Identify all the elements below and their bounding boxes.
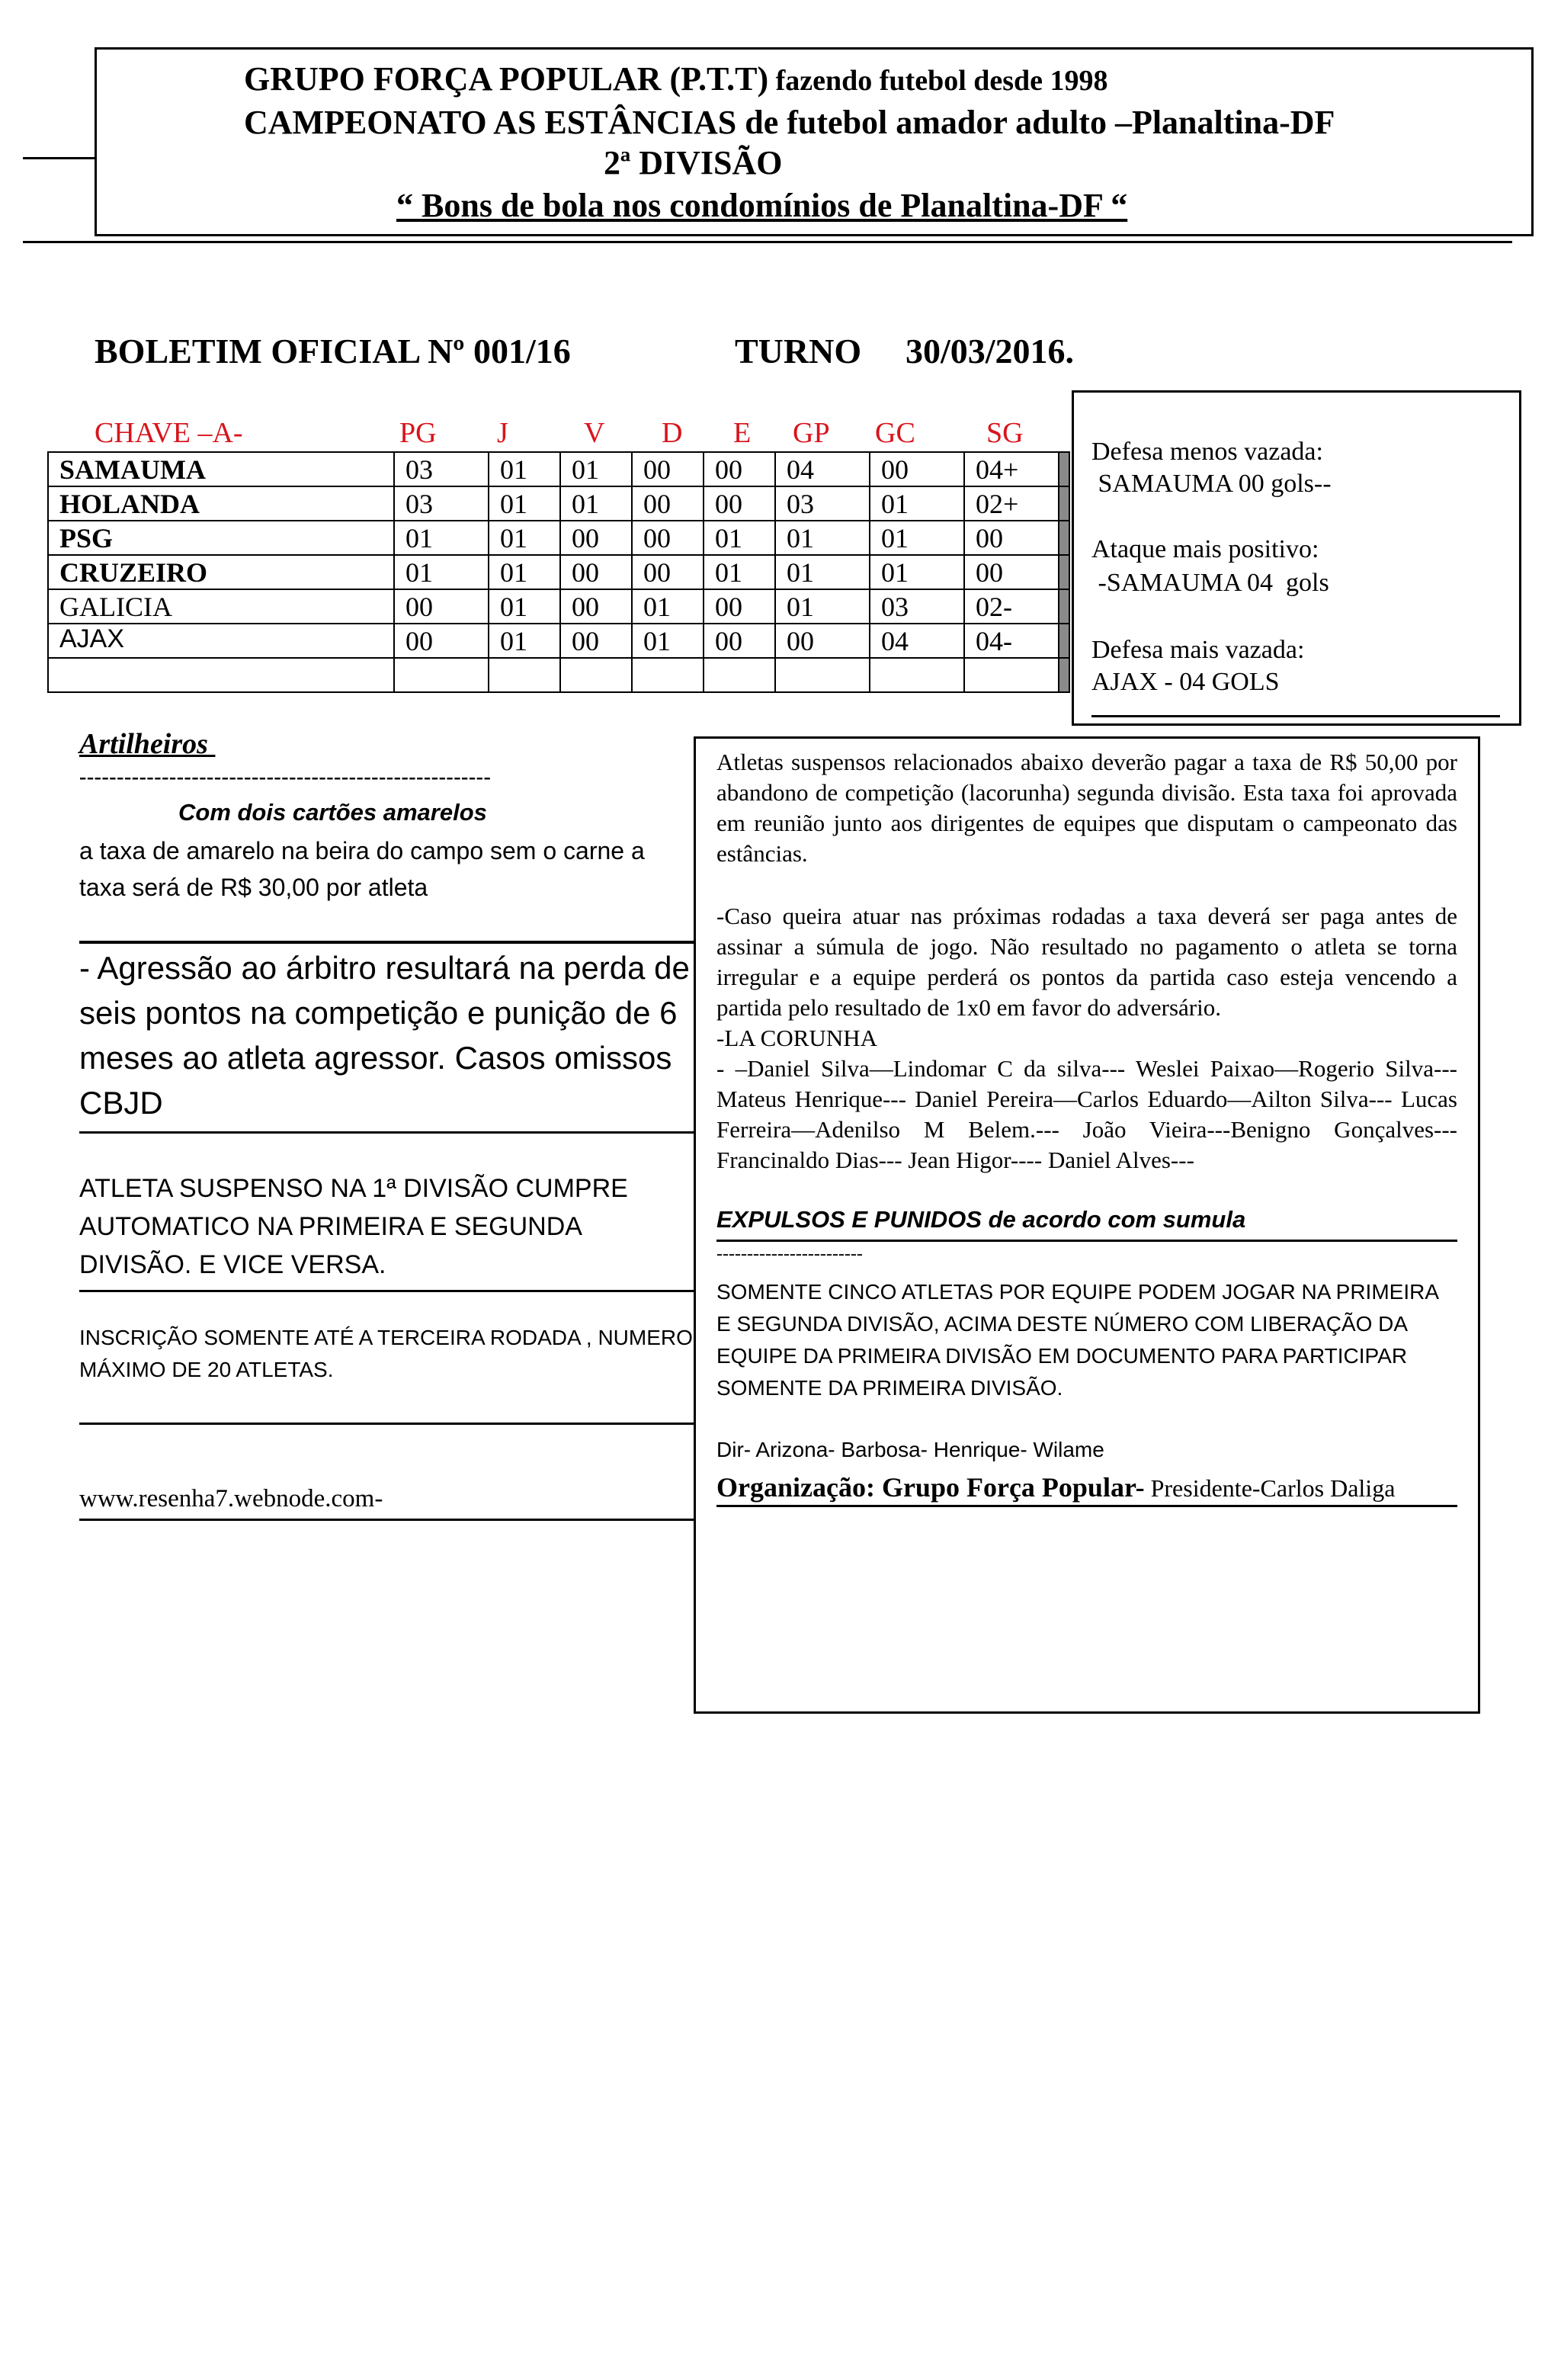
team-name: PSG [48, 521, 394, 555]
empty-cell [48, 658, 394, 692]
stat-e: 00 [704, 452, 775, 486]
stat-sg: 04- [964, 624, 1059, 658]
col-header-e: E [733, 417, 752, 449]
stat-v: 00 [560, 521, 632, 555]
stat-gc: 01 [870, 486, 964, 521]
shade-cell [1059, 452, 1069, 486]
team-name: HOLANDA [48, 486, 394, 521]
stat-sg: 02- [964, 589, 1059, 624]
group-label: CHAVE –A- [95, 417, 243, 449]
stat-e: 01 [704, 521, 775, 555]
divider [79, 1519, 697, 1521]
stat-gc: 00 [870, 452, 964, 486]
stat-gc: 01 [870, 555, 964, 589]
website-link[interactable]: www.resenha7.webnode.com- [79, 1485, 383, 1512]
stat-d: 00 [632, 521, 704, 555]
stat-d: 01 [632, 589, 704, 624]
empty-cell [489, 658, 560, 692]
stat-pg: 00 [394, 624, 489, 658]
ataque-value: -SAMAUMA 04 gols [1091, 569, 1329, 597]
stat-v: 00 [560, 589, 632, 624]
bulletin-title: BOLETIM OFICIAL Nº 001/16 [95, 332, 571, 370]
stat-gp: 01 [775, 555, 870, 589]
col-header-v: V [584, 417, 605, 449]
stat-v: 00 [560, 624, 632, 658]
stat-e: 00 [704, 486, 775, 521]
team-name: CRUZEIRO [48, 555, 394, 589]
notice-paragraph-1: Atletas suspensos relacionados abaixo deverão pagar a taxa de R$ 50,00 por abandono de competição (lacorunha) segunda divisão. Esta taxa foi aprovada em reunião junto aos dirigentes de equipes que disputam o campeonato das estâncias. [716, 749, 1457, 867]
turno-label: TURNO [735, 332, 862, 370]
table-row [48, 452, 1069, 486]
table-row [48, 486, 1069, 521]
divider [716, 1505, 1457, 1507]
empty-cell [964, 658, 1059, 692]
stat-sg: 04+ [964, 452, 1059, 486]
table-row [48, 521, 1069, 555]
organization-signature [716, 1471, 1395, 1503]
defesa-mais-value: AJAX - 04 GOLS [1091, 668, 1280, 696]
standings-table [47, 451, 1070, 693]
empty-cell [704, 658, 775, 692]
team-name: SAMAUMA [48, 452, 394, 486]
empty-cell [560, 658, 632, 692]
stat-pg: 03 [394, 452, 489, 486]
table-row [48, 589, 1069, 624]
slogan: “ Bons de bola nos condomínios de Planaltina-DF “ [396, 187, 1128, 224]
stat-j: 01 [489, 486, 560, 521]
stat-gp: 01 [775, 521, 870, 555]
stat-gp: 00 [775, 624, 870, 658]
stat-j: 01 [489, 589, 560, 624]
stat-gp: 01 [775, 589, 870, 624]
empty-cell [775, 658, 870, 692]
stat-d: 01 [632, 624, 704, 658]
directors: Dir- Arizona- Barbosa- Henrique- Wilame [716, 1438, 1104, 1461]
table-row [48, 555, 1069, 589]
organization-tagline: fazendo futebol desde 1998 [768, 65, 1108, 97]
defesa-menos-label: Defesa menos vazada: [1091, 438, 1323, 466]
atleta-suspenso-notice: ATLETA SUSPENSO NA 1ª DIVISÃO CUMPRE AUTOMATICO NA PRIMEIRA E SEGUNDA DIVISÃO. E VICE VERSA. [79, 1174, 628, 1279]
divider [79, 1131, 697, 1134]
shade-cell [1059, 624, 1069, 658]
cartoes-text: a taxa de amarelo na beira do campo sem o carne a taxa será de R$ 30,00 por atleta [79, 837, 645, 901]
stat-sg: 02+ [964, 486, 1059, 521]
table-row [48, 624, 1069, 658]
stat-d: 00 [632, 452, 704, 486]
stat-v: 01 [560, 452, 632, 486]
inscricao-notice: INSCRIÇÃO SOMENTE ATÉ A TERCEIRA RODADA , NUMERO MÁXIMO DE 20 ATLETAS. [79, 1326, 693, 1381]
divider [716, 1240, 1457, 1242]
stat-pg: 01 [394, 521, 489, 555]
stat-j: 01 [489, 624, 560, 658]
header-bottom-rule [23, 241, 1512, 243]
stat-sg: 00 [964, 521, 1059, 555]
stat-j: 01 [489, 452, 560, 486]
stat-j: 01 [489, 555, 560, 589]
stats-rule [1091, 715, 1500, 717]
shade-cell [1059, 486, 1069, 521]
president-name: Presidente-Carlos Daliga [1144, 1474, 1396, 1502]
stat-j: 01 [489, 521, 560, 555]
empty-cell [632, 658, 704, 692]
stat-e: 00 [704, 589, 775, 624]
divider [79, 941, 697, 944]
stat-gc: 01 [870, 521, 964, 555]
table-row-empty [48, 658, 1069, 692]
stat-d: 00 [632, 555, 704, 589]
header-left-rule [23, 157, 95, 159]
organization-title: GRUPO FORÇA POPULAR (P.T.T) fazendo futebol desde 1998 [244, 60, 1108, 98]
stat-e: 00 [704, 624, 775, 658]
stat-pg: 03 [394, 486, 489, 521]
stat-sg: 00 [964, 555, 1059, 589]
ataque-label: Ataque mais positivo: [1091, 535, 1319, 563]
stat-gp: 04 [775, 452, 870, 486]
stat-gc: 04 [870, 624, 964, 658]
suspended-players: - –Daniel Silva—Lindomar C da silva--- Weslei Paixao—Rogerio Silva---Mateus Henrique--- Daniel Pereira—Carlos Eduardo—Ailton Silva--- Lucas Ferreira—Adenilso M Belem.--- João Vieira---Benigno Gonçalves--- Francinaldo Dias--- Jean Higor---- Daniel Alves--- [716, 1055, 1457, 1173]
shade-cell [1059, 658, 1069, 692]
divider [79, 1423, 697, 1425]
col-header-j: J [497, 417, 508, 449]
division-title: 2ª DIVISÃO [604, 144, 783, 181]
stat-gc: 03 [870, 589, 964, 624]
team-name: GALICIA [48, 589, 394, 624]
stat-v: 00 [560, 555, 632, 589]
defesa-menos-value: SAMAUMA 00 gols-- [1091, 470, 1332, 498]
col-header-pg: PG [399, 417, 437, 449]
empty-cell [394, 658, 489, 692]
stat-d: 00 [632, 486, 704, 521]
suspended-team: -LA CORUNHA [716, 1025, 877, 1051]
col-header-gp: GP [793, 417, 830, 449]
col-header-gc: GC [875, 417, 915, 449]
stat-pg: 01 [394, 555, 489, 589]
stat-gp: 03 [775, 486, 870, 521]
notice-paragraph-2: -Caso queira atuar nas próximas rodadas a taxa deverá ser paga antes de assinar a súmula de jogo. Não resultado no pagamento o atleta se torna irregular e a equipe perderá os pontos da partida caso esteja vencendo a partida pelo resultado de 1x0 em favor do adversário. [716, 903, 1457, 1021]
stat-e: 01 [704, 555, 775, 589]
somente-notice: SOMENTE CINCO ATLETAS POR EQUIPE PODEM JOGAR NA PRIMEIRA E SEGUNDA DIVISÃO, ACIMA DESTE NÚMERO COM LIBERAÇÃO DA EQUIPE DA PRIMEIRA DIVISÃO EM DOCUMENTO PARA PARTICIPAR SOMENTE DA PRIMEIRA DIVISÃO. [716, 1280, 1438, 1400]
expulsos-title: EXPULSOS E PUNIDOS de acordo com sumula [716, 1206, 1246, 1233]
stat-v: 01 [560, 486, 632, 521]
shade-cell [1059, 589, 1069, 624]
col-header-d: D [662, 417, 683, 449]
championship-title: CAMPEONATO AS ESTÂNCIAS de futebol amador adulto –Planaltina-DF [244, 104, 1335, 141]
organization-name: Organização: Grupo Força Popular- [716, 1472, 1145, 1503]
team-name: AJAX [48, 624, 394, 658]
col-header-sg: SG [986, 417, 1024, 449]
cartoes-title: Com dois cartões amarelos [178, 799, 487, 826]
notice-dashes: ------------------------ [716, 1244, 863, 1264]
divider [79, 1290, 697, 1292]
stat-pg: 00 [394, 589, 489, 624]
bulletin-date: 30/03/2016. [906, 332, 1075, 370]
agressao-notice: - Agressão ao árbitro resultará na perda de seis pontos na competição e punição de 6 meses ao atleta agressor. Casos omissos CBJD [79, 950, 690, 1121]
empty-cell [870, 658, 964, 692]
artilheiros-title: Artilheiros [79, 728, 216, 760]
shade-cell [1059, 555, 1069, 589]
shade-cell [1059, 521, 1069, 555]
defesa-mais-label: Defesa mais vazada: [1091, 636, 1305, 664]
artilheiros-dashes: ------------------------------------------------------- [79, 765, 492, 789]
